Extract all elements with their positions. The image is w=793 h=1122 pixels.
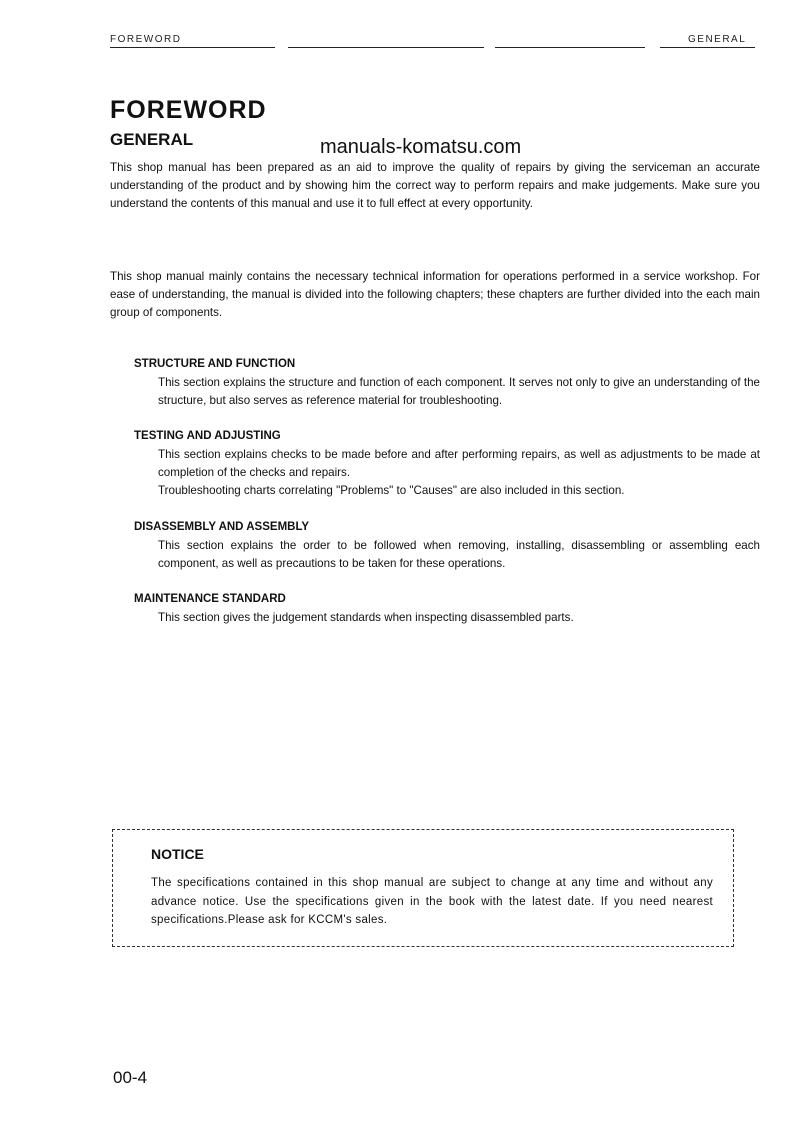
notice-box <box>112 829 734 947</box>
page-number: 00-4 <box>113 1068 148 1087</box>
chapter-description: This section gives the judgement standards when inspecting disassembled parts. <box>158 611 574 624</box>
chapter-description: This section explains the order to be followed when removing, installing, disassembling or assembling each component, as well as precautions to be taken for these operations. <box>158 539 760 570</box>
chapter-description: This section explains the structure and function of each component. It serves not only to give an understanding of the structure, but also serves as reference material for troubleshooting. <box>158 376 760 407</box>
chapter-description-note: Troubleshooting charts correlating "Problems" to "Causes" are also included in this section. <box>158 484 625 497</box>
notice-heading: NOTICE <box>151 846 204 862</box>
header-rule <box>495 47 645 48</box>
chapter-heading-structure: STRUCTURE AND FUNCTION <box>134 358 296 370</box>
header-rule <box>288 47 484 48</box>
section-subtitle: GENERAL <box>110 130 194 149</box>
chapter-heading-testing: TESTING AND ADJUSTING <box>134 430 281 442</box>
intro-paragraph: This shop manual mainly contains the necessary technical information for operations performed in a service workshop. For ease of understanding, the manual is divided into the following chapters; these chapters are further divided into the each main group of components. <box>110 270 760 319</box>
running-header-left: FOREWORD <box>110 34 182 45</box>
page-title: FOREWORD <box>110 96 267 124</box>
watermark: manuals-komatsu.com <box>320 136 522 158</box>
intro-paragraph: This shop manual has been prepared as an aid to improve the quality of repairs by giving the serviceman an accurate understanding of the product and by showing him the correct way to perform repairs and make judgements. Make sure you understand the contents of this manual and use it to full effect at every opportunity. <box>110 161 760 210</box>
chapter-heading-maintenance: MAINTENANCE STANDARD <box>134 593 286 605</box>
running-header-right: GENERAL <box>688 34 747 45</box>
chapter-heading-disassembly: DISASSEMBLY AND ASSEMBLY <box>134 521 310 533</box>
notice-body: The specifications contained in this shop manual are subject to change at any time and without any advance notice. Use the specifications given in the book with the latest date. If you need nearest specifications.Please ask for KCCM's sales. <box>151 877 713 926</box>
chapter-description: This section explains checks to be made before and after performing repairs, as well as adjustments to be made at completion of the checks and repairs. <box>158 448 760 479</box>
header-rule <box>660 47 755 48</box>
header-rule <box>110 47 275 48</box>
